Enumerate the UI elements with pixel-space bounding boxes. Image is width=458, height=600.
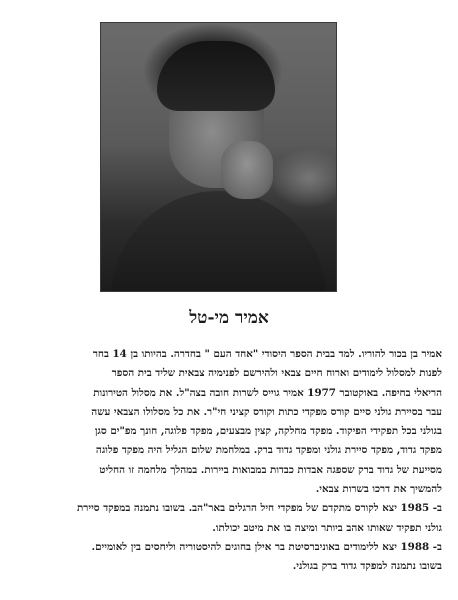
photo-hair <box>157 41 275 111</box>
bio-line: גולני תפקיד שאותו אהב ביותר ומיצה בו את מיטב יכולתו. <box>212 521 442 534</box>
bio-line: לפנות למסלול לימודים וארוח חיים צבאי ולהירשם לפנימיה צבאית שליד בית הספר <box>111 367 442 380</box>
photo-shoulders <box>111 191 326 292</box>
bio-line: ב- 1985 יצא לקורס מתקדם של מפקדי חיל הרגלים באר"הב. בשובו נתמנה במפקד סיירת <box>77 502 442 515</box>
person-name: אמיר מי-טל <box>189 308 269 328</box>
bio-line: מסייעת של גדוד ברק שספגה אבדות כבדות במבואות ביירות. במהלך מלחמה זו החליט <box>99 463 442 476</box>
bio-line: בשובו נתמנה למפקד גדוד ברק בגולני. <box>292 560 442 573</box>
bio-line: הריאלי בחיפה. באוקטובר 1977 אמיר גוייס לשרות חובה בצה"ל. את מסלול הטירונות <box>93 386 442 399</box>
bio-line: עבר בסיירת גולני סיים קורס מפקדי כתות וקורס קציני חי"ר. את כל מסלולו הצבאי עשה <box>91 405 442 418</box>
bio-line: ב- 1988 יצא ללימודים באוניברסיטת בר אילן בחוגים להיסטוריה וליחסים בין לאומיים. <box>91 540 442 553</box>
bio-line: מפקד גדוד, מפקד סיירת גולני ומפקד גדוד ברק. במלחמת שלום הגליל היה מפקד פלוגה <box>95 444 442 457</box>
bio-line: אמיר בן בכור להוריו. למד בבית הספר היסודי "אחד העם " בחדרה. בהיותו בן 14 בחר <box>92 348 442 360</box>
photo-hand <box>221 141 273 199</box>
bio-line: בגולני בכל תפקידי הפיקוד. מפקד מחלקה, קצין מבצעים, מפקד פלוגה, חונך מפ"ים סגן <box>94 425 442 438</box>
portrait-photo <box>100 22 337 292</box>
biography-text <box>18 345 442 577</box>
bio-line: להמשיך את דרכו בשרות צבאי. <box>315 483 442 496</box>
